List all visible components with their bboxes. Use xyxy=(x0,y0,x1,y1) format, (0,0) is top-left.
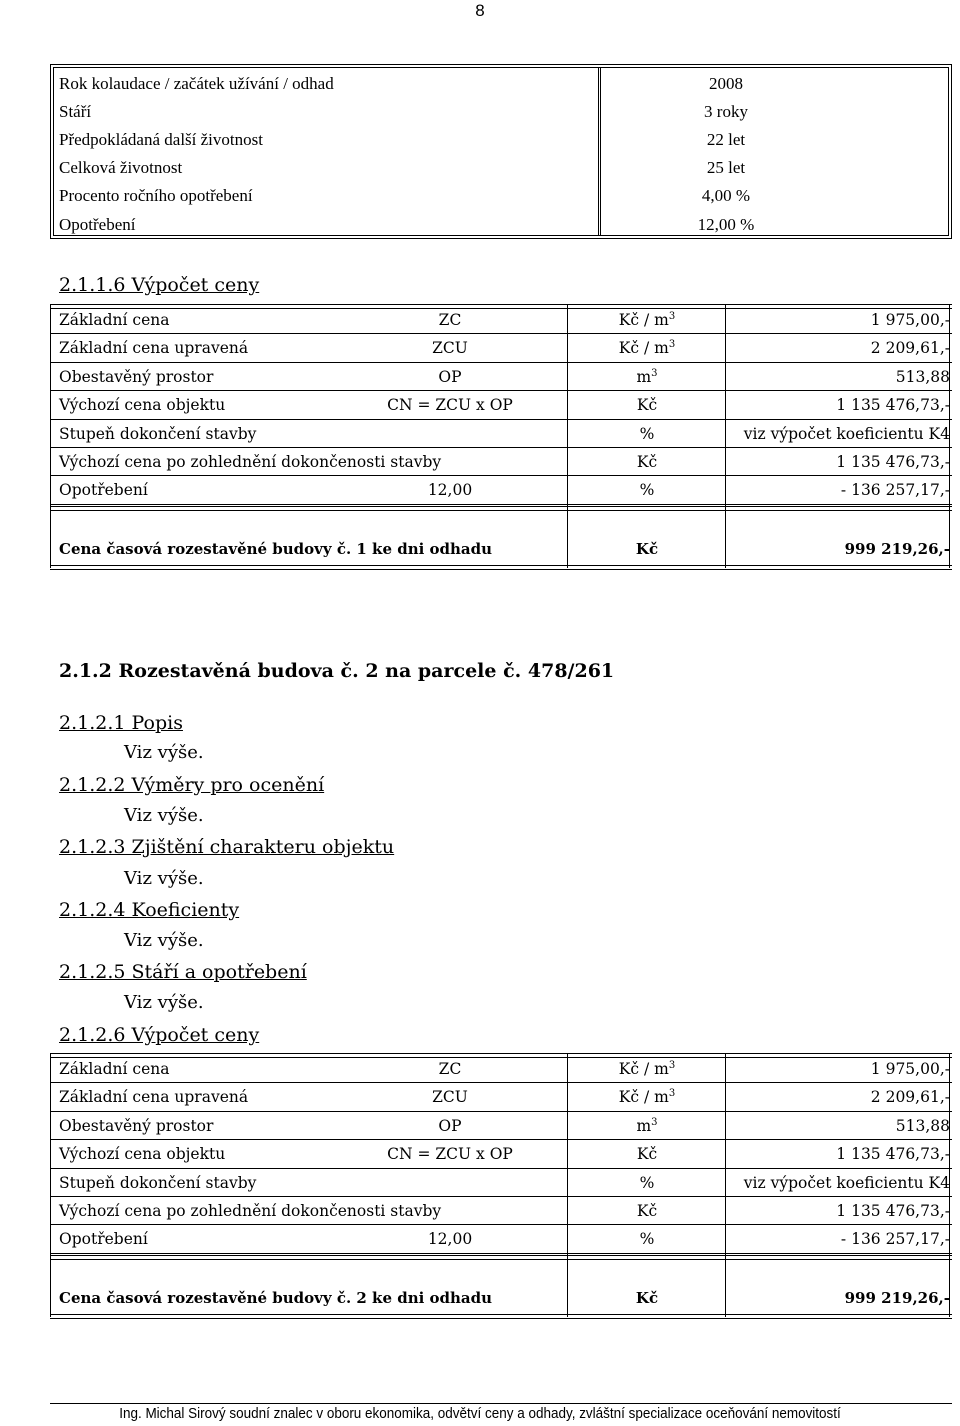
table-row xyxy=(50,476,952,504)
subsection-heading: 2.1.2.3 Zjištění charakteru objektu xyxy=(59,836,395,858)
row-abbr: 12,00 xyxy=(427,1230,473,1249)
table-border-bottom xyxy=(50,565,952,570)
row-label: Základní cena xyxy=(59,311,170,329)
age-label: Opotřebení xyxy=(59,215,136,234)
row-value: 1 135 476,73,- xyxy=(836,1202,950,1220)
row-label: Obestavěný prostor xyxy=(59,1116,214,1135)
table-row xyxy=(54,126,948,154)
table-row xyxy=(50,1225,952,1253)
row-unit: Kč / $m^3$ xyxy=(618,1059,676,1078)
row-abbr: ZCU xyxy=(432,1088,468,1107)
row-unit: Kč / $m^3$ xyxy=(618,1088,676,1107)
table-row xyxy=(50,363,952,391)
row-value: 513,88 xyxy=(895,1116,950,1135)
row-value: viz výpočet koeficientu K4 xyxy=(743,424,950,443)
total-border-top xyxy=(50,506,952,511)
row-label: Výchozí cena po zohlednění dokončenosti stavby xyxy=(59,1202,442,1220)
table-row xyxy=(54,98,948,126)
subsection-heading: 2.1.2.5 Stáří a opotřebení xyxy=(59,961,307,983)
row-value: viz výpočet koeficientu K4 xyxy=(743,1173,950,1192)
row-value: 1 135 476,73,- xyxy=(836,453,950,471)
total-unit: Kč xyxy=(635,540,659,558)
subsection-heading: 2.1.2.4 Koeficienty xyxy=(59,899,240,921)
table-row xyxy=(50,391,952,419)
row-abbr: OP xyxy=(438,367,462,386)
subsection-heading: 2.1.2.1 Popis xyxy=(59,712,183,734)
table-border-bottom xyxy=(50,1314,952,1319)
total-label: Cena časová rozestavěné budovy č. 2 ke dni odhadu xyxy=(59,1289,493,1307)
row-unit: Kč xyxy=(636,1145,658,1164)
table-row xyxy=(50,1197,952,1225)
total-row xyxy=(50,1284,952,1312)
row-label: Základní cena upravená xyxy=(59,339,249,358)
subsection-heading: 2.1.2.2 Výměry pro ocenění xyxy=(59,774,325,796)
row-unit: % xyxy=(639,481,655,500)
table-row xyxy=(50,306,952,334)
age-value: 25 let xyxy=(706,158,746,177)
table-row xyxy=(50,1140,952,1168)
subsection-text: Viz výše. xyxy=(124,868,204,889)
age-label: Procento ročního opotřebení xyxy=(59,186,253,205)
subsection-text: Viz výše. xyxy=(124,992,204,1013)
row-unit: Kč xyxy=(636,396,658,415)
row-abbr: OP xyxy=(438,1116,462,1135)
row-unit: % xyxy=(639,1230,655,1249)
row-label: Výchozí cena po zohlednění dokončenosti stavby xyxy=(59,453,442,471)
row-value: 2 209,61,- xyxy=(870,1088,950,1107)
row-label: Základní cena upravená xyxy=(59,1088,249,1107)
row-unit: Kč xyxy=(636,1202,658,1220)
table-row xyxy=(54,182,948,210)
row-value: - 136 257,17,- xyxy=(840,1230,950,1249)
row-unit: $m^3$ xyxy=(636,367,658,386)
total-label: Cena časová rozestavěné budovy č. 1 ke dni odhadu xyxy=(59,540,493,558)
age-label: Stáří xyxy=(59,102,92,121)
section-heading-bold: 2.1.2 Rozestavěná budova č. 2 na parcele č. 478/261 xyxy=(59,660,615,682)
age-value: 12,00 % xyxy=(697,215,755,234)
subsection-text: Viz výše. xyxy=(124,805,204,826)
age-value: 4,00 % xyxy=(701,186,751,205)
table-row xyxy=(50,334,952,362)
total-row xyxy=(50,535,952,563)
total-border-top xyxy=(50,1255,952,1260)
section-heading: 2.1.1.6 Výpočet ceny xyxy=(59,274,260,296)
row-unit: Kč / $m^3$ xyxy=(618,339,676,358)
age-label: Celková životnost xyxy=(59,158,183,177)
row-value: 1 135 476,73,- xyxy=(836,1145,950,1164)
table-row xyxy=(54,154,948,182)
total-value: 999 219,26,- xyxy=(844,540,950,558)
table-row xyxy=(50,448,952,476)
page-number: 8 xyxy=(475,1,485,20)
age-table xyxy=(50,64,952,239)
row-label: Stupeň dokončení stavby xyxy=(59,424,257,443)
row-value: 2 209,61,- xyxy=(870,339,950,358)
row-abbr: CN = ZCU x OP xyxy=(387,1145,513,1164)
total-unit: Kč xyxy=(635,1289,659,1307)
row-value: 1 135 476,73,- xyxy=(836,396,950,415)
row-unit: % xyxy=(639,424,655,443)
row-label: Opotřebení xyxy=(59,1230,148,1249)
row-label: Obestavěný prostor xyxy=(59,367,214,386)
row-unit: $m^3$ xyxy=(636,1116,658,1135)
row-abbr: CN = ZCU x OP xyxy=(387,396,513,415)
row-unit: Kč xyxy=(636,453,658,471)
row-label: Opotřebení xyxy=(59,481,148,500)
footer-text: Ing. Michal Sirový soudní znalec v oboru ekonomika, odvětví ceny a odhady, zvláštní specializace oceňování nemovitostí xyxy=(119,1406,841,1422)
row-value: 1 975,00,- xyxy=(870,1060,950,1078)
row-label: Výchozí cena objektu xyxy=(59,396,226,415)
row-label: Základní cena xyxy=(59,1060,170,1078)
row-value: - 136 257,17,- xyxy=(840,481,950,500)
table-row xyxy=(50,420,952,448)
row-label: Výchozí cena objektu xyxy=(59,1145,226,1164)
row-value: 1 975,00,- xyxy=(870,311,950,329)
row-value: 513,88 xyxy=(895,367,950,386)
row-abbr: ZC xyxy=(438,1060,462,1078)
age-label: Předpokládaná další životnost xyxy=(59,130,263,149)
footer-divider xyxy=(50,1403,952,1404)
row-abbr: 12,00 xyxy=(427,481,473,500)
table-row xyxy=(54,70,948,98)
table-row xyxy=(50,1169,952,1197)
total-value: 999 219,26,- xyxy=(844,1289,950,1307)
section-heading: 2.1.2.6 Výpočet ceny xyxy=(59,1024,260,1046)
subsection-text: Viz výše. xyxy=(124,742,204,763)
row-abbr: ZC xyxy=(438,311,462,329)
age-value: 2008 xyxy=(709,74,743,93)
row-label: Stupeň dokončení stavby xyxy=(59,1173,257,1192)
subsection-text: Viz výše. xyxy=(124,930,204,951)
row-abbr: ZCU xyxy=(432,339,468,358)
row-unit: Kč / $m^3$ xyxy=(618,310,676,329)
row-unit: % xyxy=(639,1173,655,1192)
table-row xyxy=(54,211,948,239)
table-row xyxy=(50,1112,952,1140)
price-table-2 xyxy=(50,1053,952,1316)
table-row xyxy=(50,1055,952,1083)
table-row xyxy=(50,1083,952,1111)
age-value: 22 let xyxy=(706,130,746,149)
price-table-1 xyxy=(50,304,952,567)
age-label: Rok kolaudace / začátek užívání / odhad xyxy=(59,74,334,93)
age-value: 3 roky xyxy=(704,102,748,121)
